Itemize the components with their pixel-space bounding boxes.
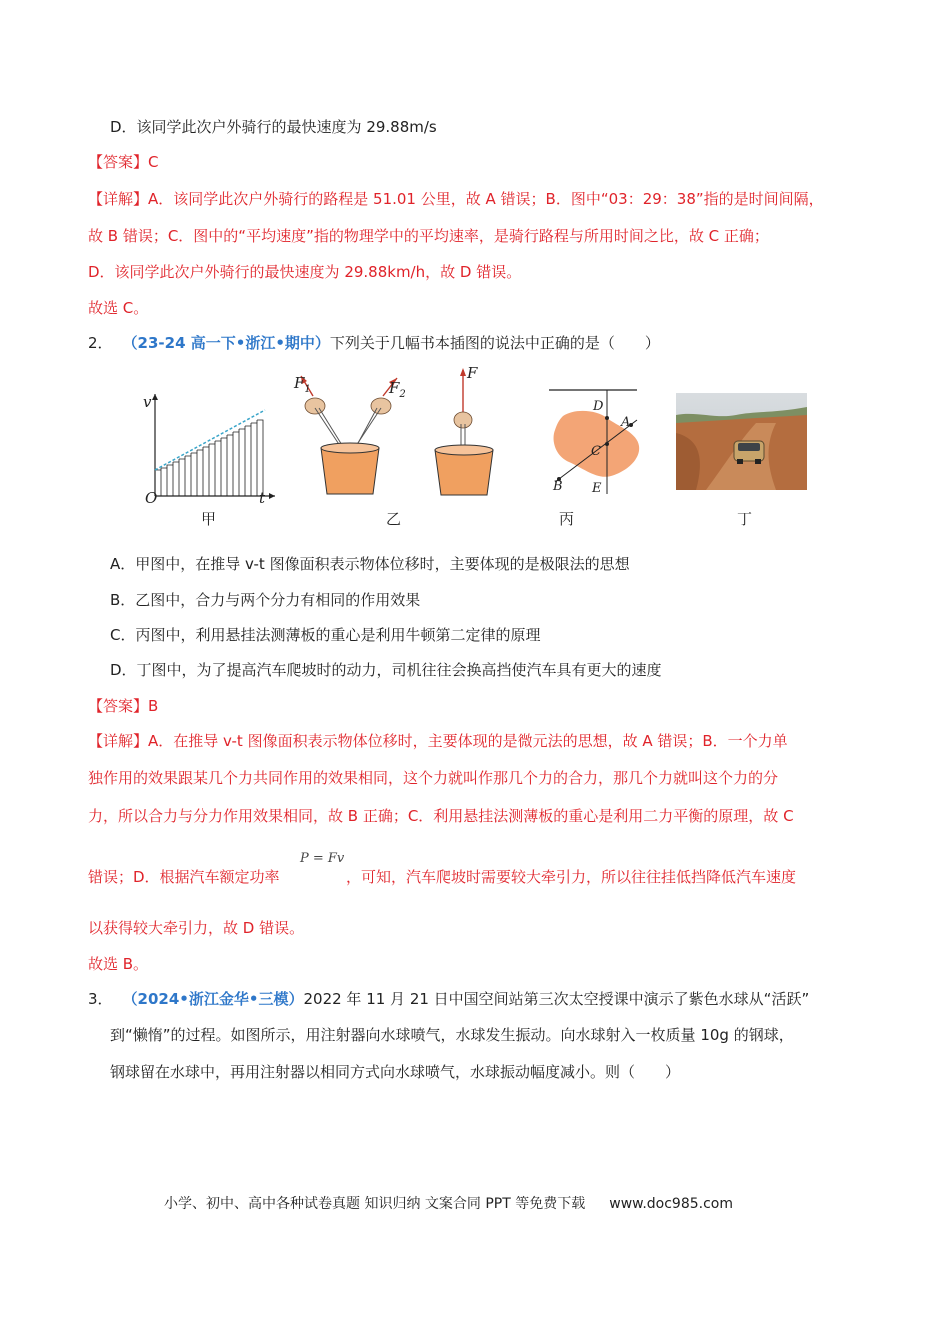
- q2-source: （23-24 高一下•浙江•期中）: [122, 334, 330, 352]
- figure-bing-caption: 丙: [559, 510, 575, 528]
- figure-ding-car-photo: [676, 393, 807, 490]
- q3-line-3: 钢球留在水球中，再用注射器以相同方式向水球喷气，水球振动幅度减小。则（ ）: [110, 1063, 681, 1081]
- q1-conclusion: 故选 C。: [88, 299, 149, 317]
- figure-yi-f2-label: $F_2$: [389, 379, 406, 400]
- q1-answer: 【答案】C: [88, 153, 159, 171]
- q2-answer: 【答案】B: [88, 697, 159, 715]
- point-e-label: E: [592, 481, 602, 496]
- point-a-label: A: [621, 415, 631, 430]
- q2-option-c: C．丙图中，利用悬挂法测薄板的重心是利用牛顿第二定律的原理: [110, 626, 541, 644]
- q2-detail-line-2: 独作用的效果跟某几个力共同作用的效果相同，这个力就叫作那几个力的合力，那几个力就叫这个力的分: [88, 769, 779, 787]
- figure-yi-f1-label: $F_1$: [294, 374, 311, 395]
- q3-header: [88, 989, 809, 1009]
- q3-line-1: 2022 年 11 月 21 日中国空间站第三次太空授课中演示了紫色水球从“活跃”: [303, 990, 810, 1008]
- footer-url[interactable]: www.doc985.com: [609, 1196, 733, 1212]
- q2-stem: 下列关于几幅书本插图的说法中正确的是（ ）: [329, 334, 660, 352]
- q2-detail-line-5: 以获得较大牵引力，故 D 错误。: [88, 919, 305, 937]
- q2-header: [88, 333, 660, 353]
- q2-detail-line-3: 力，所以合力与分力作用效果相同，故 B 正确；C．利用悬挂法测薄板的重心是利用二力平衡的原理，故 C: [88, 807, 794, 825]
- q3-line-2: 到“懒惰”的过程。如图所示，用注射器向水球喷气，水球发生振动。向水球射入一枚质量 10g 的钢球，: [110, 1026, 794, 1044]
- q1-detail-line-1: 【详解】A．该同学此次户外骑行的路程是 51.01 公里，故 A 错误；B．图中“03：29：38”指的是时间间隔，: [88, 190, 824, 208]
- q2-detail-line-4a: 错误；D．根据汽车额定功率: [88, 868, 280, 886]
- q2-detail-line-1: 【详解】A．在推导 v-t 图像面积表示物体位移时，主要体现的是微元法的思想，故 A 错误；B．一个力单: [88, 732, 788, 750]
- q1-detail-line-2: 故 B 错误；C．图中的“平均速度”指的物理学中的平均速率，是骑行路程与所用时间之比，故 C 正确；: [88, 227, 769, 245]
- q2-option-d: D．丁图中，为了提高汽车爬坡时的动力，司机往往会换高挡使汽车具有更大的速度: [110, 661, 662, 679]
- q3-source: （2024•浙江金华•三模）: [122, 990, 304, 1008]
- figure-single-force-bucket: [425, 364, 505, 500]
- q2-power-formula: P = Fv: [300, 851, 345, 866]
- q2-conclusion: 故选 B。: [88, 955, 149, 973]
- figure-jia-y-axis-label: v: [143, 393, 152, 411]
- figure-jia-origin-label: O: [145, 489, 158, 507]
- footer-text: 小学、初中、高中各种试卷真题 知识归纳 文案合同 PPT 等免费下载: [164, 1196, 586, 1212]
- figure-ding-caption: 丁: [737, 510, 753, 528]
- figure-yi-caption: 乙: [386, 510, 402, 528]
- figure-jia-caption: 甲: [201, 510, 217, 528]
- q2-number: 2．: [88, 334, 113, 352]
- q2-detail-line-4b: ，可知，汽车爬坡时需要较大牵引力，所以往往挂低挡降低汽车速度: [346, 868, 797, 886]
- point-c-label: C: [591, 444, 601, 459]
- q1-detail-line-3: D．该同学此次户外骑行的最快速度为 29.88km/h，故 D 错误。: [88, 263, 522, 281]
- q1-option-d: D．该同学此次户外骑行的最快速度为 29.88m/s: [110, 118, 437, 136]
- figure-single-force-label: F: [467, 364, 478, 382]
- point-d-label: D: [593, 399, 604, 414]
- q2-option-b: B．乙图中，合力与两个分力有相同的作用效果: [110, 591, 421, 609]
- figure-jia-x-axis-label: t: [259, 489, 266, 507]
- q2-option-a: A．甲图中，在推导 v-t 图像面积表示物体位移时，主要体现的是极限法的思想: [110, 555, 630, 573]
- point-b-label: B: [553, 479, 563, 494]
- q3-number: 3．: [88, 990, 113, 1008]
- page-footer: [164, 1193, 733, 1213]
